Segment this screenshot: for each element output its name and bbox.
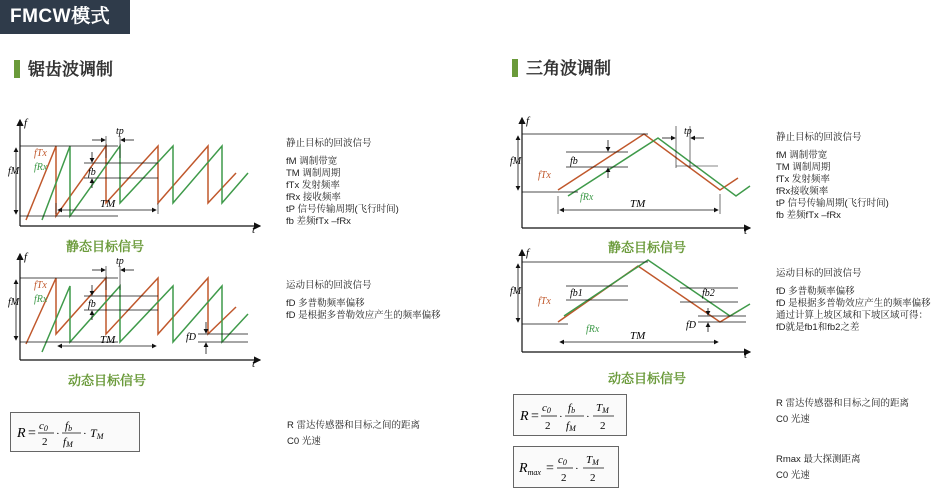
mode-banner: FMCW模式 — [0, 0, 130, 34]
legend-item: C0 光速 — [776, 470, 810, 481]
svg-text:=: = — [546, 461, 554, 476]
svg-text:=: = — [28, 426, 36, 441]
sawtooth-title — [14, 60, 113, 80]
svg-text:c0: c0 — [39, 420, 48, 433]
fb-label: fb — [88, 299, 96, 310]
legend-item: R 雷达传感器和目标之间的距离 — [776, 398, 910, 409]
range-formula — [11, 413, 139, 451]
svg-text:Rmax: $R_{max}$ — [519, 461, 541, 477]
rmax-legend — [776, 454, 860, 482]
legend-item: fD 多普勒频率偏移 — [286, 298, 365, 309]
svg-text:fb: fb — [65, 420, 73, 433]
tm-label: TM — [630, 330, 646, 342]
tm-label: TM — [100, 198, 116, 210]
svg-text:TM: TM — [90, 426, 104, 441]
fm-label: fM — [8, 166, 20, 177]
svg-text:c0: c0 — [558, 454, 567, 467]
svg-text:2: 2 — [590, 472, 596, 484]
tp-label: tp — [116, 126, 124, 137]
fd-label: fD — [186, 332, 196, 343]
legend-header: 静止目标的回波信号 — [776, 132, 862, 143]
triangle-static-legend — [776, 132, 889, 222]
legend-item: fb 差频fTx –fRx — [286, 216, 351, 227]
sawtooth-formula-legend — [287, 420, 420, 448]
fb-label: fb — [88, 167, 96, 178]
legend-item: Rmax 最大探测距离 — [776, 454, 861, 465]
triangle-dynamic-diagram — [508, 248, 758, 360]
triangle-formula-legend — [776, 398, 909, 426]
rmax-formula-box — [513, 446, 619, 488]
sawtooth-static-caption: 静态目标信号 — [66, 239, 145, 254]
legend-header: 静止目标的回波信号 — [286, 138, 372, 149]
legend-item: fD就是fb1和fb2之差 — [776, 322, 860, 333]
triangle-dynamic-legend — [776, 268, 931, 334]
legend-item: tP 信号传输周期(飞行时间) — [286, 204, 399, 215]
legend-item: fRx接收频率 — [776, 186, 829, 197]
fb2-label: fb2 — [702, 288, 715, 299]
title-marker — [14, 60, 20, 78]
sawtooth-dynamic-caption: 动态目标信号 — [68, 373, 147, 388]
triangle-dynamic-caption: 动态目标信号 — [608, 371, 687, 386]
sawtooth-static-diagram — [8, 117, 268, 236]
fb-label: fb — [570, 156, 578, 167]
title-marker — [512, 59, 518, 77]
tp-label: tp — [116, 256, 124, 267]
svg-text:R: R — [17, 426, 26, 441]
ftx-label: fTx — [538, 296, 551, 307]
legend-item: fTx 发射频率 — [286, 180, 340, 191]
f-axis-label: f — [24, 251, 28, 263]
fm-label: fM — [510, 286, 522, 297]
legend-item: fM 调制带宽 — [286, 156, 338, 167]
svg-text:TM: TM — [596, 402, 609, 415]
svg-text:fb: fb — [568, 402, 576, 415]
fm-label: fM — [8, 297, 20, 308]
triangle-title-text: 三角波调制 — [526, 59, 611, 78]
legend-item: R 雷达传感器和目标之间的距离 — [287, 420, 421, 431]
tp-label: tp — [684, 126, 692, 137]
t-axis-label: t — [744, 225, 748, 237]
legend-header: 运动目标的回波信号 — [286, 280, 372, 291]
fd-label: fD — [686, 320, 696, 331]
svg-text:=: = — [531, 409, 539, 424]
t-axis-label: t — [252, 224, 256, 236]
ftx-label: fTx — [538, 170, 551, 181]
legend-item: C0 光速 — [776, 414, 810, 425]
sawtooth-dynamic-legend — [286, 280, 441, 322]
tm-label: TM — [100, 334, 116, 346]
legend-item: tP 信号传输周期(飞行时间) — [776, 198, 889, 209]
legend-item: C0 光速 — [287, 436, 321, 447]
sawtooth-title-text: 锯齿波调制 — [28, 60, 113, 79]
svg-text:·: · — [575, 463, 579, 475]
frx-label: fRx — [580, 192, 594, 203]
legend-item: 通过计算上坡区域和下坡区域可得： — [776, 310, 929, 321]
legend-item: fD 多普勒频率偏移 — [776, 286, 855, 297]
legend-item: TM 调制周期 — [286, 168, 341, 179]
sawtooth-static-legend — [286, 138, 399, 228]
range-formula-box — [10, 412, 140, 452]
svg-text:·: · — [559, 411, 563, 423]
rmax-formula — [514, 447, 618, 487]
legend-header: 运动目标的回波信号 — [776, 268, 862, 279]
triangle-static-caption: 静态目标信号 — [608, 240, 687, 255]
svg-text:R: R — [520, 409, 529, 424]
legend-item: fb 差频fTx –fRx — [776, 210, 841, 221]
t-axis-label: t — [744, 349, 748, 361]
svg-text:2: 2 — [561, 472, 567, 484]
frx-label: fRx — [34, 162, 48, 173]
t-axis-label: t — [252, 358, 256, 370]
legend-item: fM 调制带宽 — [776, 150, 828, 161]
svg-text:·: · — [56, 428, 60, 440]
legend-item: fRx 接收频率 — [286, 192, 341, 203]
f-axis-label: f — [526, 247, 530, 259]
svg-text:2: 2 — [545, 420, 551, 432]
triangle-title — [512, 59, 611, 79]
svg-text:2: 2 — [42, 436, 48, 448]
triangle-range-formula — [514, 395, 626, 435]
svg-text:c0: c0 — [542, 402, 551, 415]
f-axis-label: f — [24, 117, 28, 129]
ftx-label: fTx — [34, 280, 47, 291]
f-axis-label: f — [526, 115, 530, 127]
svg-text:fM: fM — [63, 436, 73, 449]
svg-text:2: 2 — [600, 420, 606, 432]
fm-label: fM — [510, 156, 522, 167]
triangle-range-formula-box — [513, 394, 627, 436]
frx-label: fRx — [586, 324, 600, 335]
frx-label: fRx — [34, 294, 48, 305]
sawtooth-dynamic-diagram — [8, 251, 268, 370]
fb1-label: fb1 — [570, 288, 583, 299]
legend-item: fD 是根据多普勒效应产生的频率偏移 — [286, 310, 441, 321]
svg-text:·: · — [83, 428, 87, 440]
svg-text:fM: fM — [566, 420, 576, 433]
tm-label: TM — [630, 198, 646, 210]
svg-text:TM: TM — [586, 454, 599, 467]
legend-item: fD 是根据多普勒效应产生的频率偏移 — [776, 298, 931, 309]
ftx-label: fTx — [34, 148, 47, 159]
legend-item: TM 调制周期 — [776, 162, 831, 173]
triangle-static-diagram — [508, 115, 758, 237]
svg-text:·: · — [586, 411, 590, 423]
legend-item: fTx 发射频率 — [776, 174, 830, 185]
